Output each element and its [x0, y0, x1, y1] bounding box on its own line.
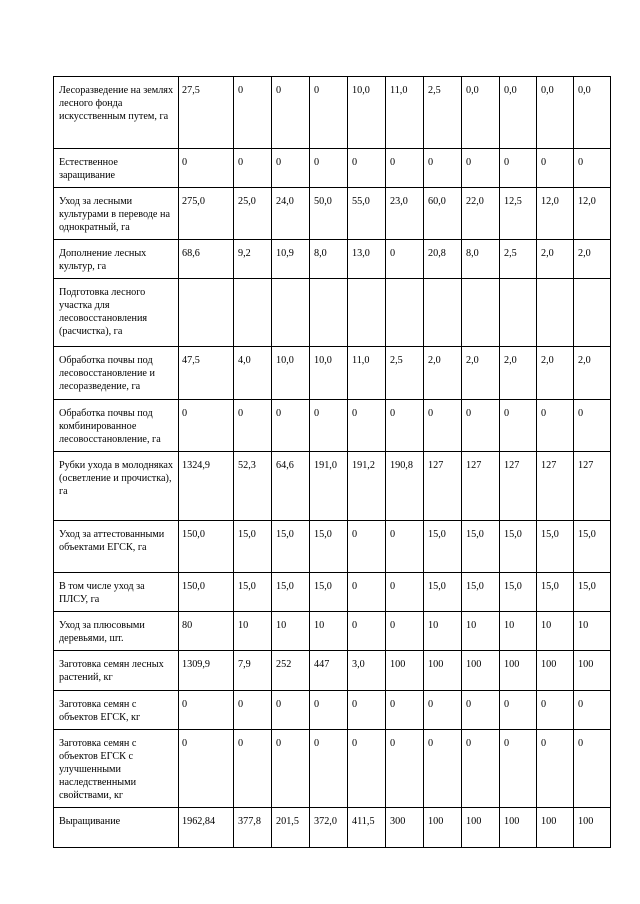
value-cell: [462, 279, 500, 347]
value-cell: [424, 279, 462, 347]
value-cell: 0: [424, 691, 462, 730]
value-cell: 0: [310, 691, 348, 730]
value-cell: 0: [310, 77, 348, 149]
table-row: [54, 188, 611, 240]
table-row: [54, 240, 611, 279]
table-body: [54, 77, 611, 848]
value-cell: 0: [348, 400, 386, 452]
value-cell: 0: [348, 612, 386, 651]
value-cell: 0: [272, 730, 310, 808]
value-cell: 20,8: [424, 240, 462, 279]
value-cell: 0: [272, 149, 310, 188]
value-cell: 15,0: [537, 521, 574, 573]
total-cell: 47,5: [179, 347, 234, 400]
total-cell: [179, 279, 234, 347]
value-cell: 0: [310, 730, 348, 808]
row-label: Рубки ухода в молодняках (осветление и прочистка), га: [54, 452, 179, 521]
value-cell: 100: [500, 808, 537, 848]
table-row: [54, 573, 611, 612]
row-label: Подготовка лесного участка для лесовосстановления (расчистка), га: [54, 279, 179, 347]
table-row: [54, 521, 611, 573]
value-cell: 2,5: [500, 240, 537, 279]
value-cell: 0: [462, 730, 500, 808]
value-cell: 127: [424, 452, 462, 521]
value-cell: 252: [272, 651, 310, 691]
value-cell: 127: [500, 452, 537, 521]
table-row: [54, 347, 611, 400]
total-cell: 0: [179, 691, 234, 730]
row-label: В том числе уход за ПЛСУ, га: [54, 573, 179, 612]
value-cell: 0: [537, 691, 574, 730]
value-cell: [537, 279, 574, 347]
value-cell: 0: [348, 691, 386, 730]
value-cell: 10: [424, 612, 462, 651]
row-label: Естественное заращивание: [54, 149, 179, 188]
total-cell: 150,0: [179, 573, 234, 612]
value-cell: 15,0: [424, 521, 462, 573]
value-cell: 0: [234, 149, 272, 188]
value-cell: 2,0: [462, 347, 500, 400]
row-label: Уход за плюсовыми деревьями, шт.: [54, 612, 179, 651]
value-cell: 100: [537, 651, 574, 691]
value-cell: 0: [574, 691, 611, 730]
value-cell: 0: [234, 691, 272, 730]
value-cell: 0: [424, 730, 462, 808]
value-cell: 447: [310, 651, 348, 691]
table-row: [54, 612, 611, 651]
value-cell: [348, 279, 386, 347]
value-cell: 0: [574, 149, 611, 188]
data-table: [53, 76, 611, 848]
value-cell: 2,0: [424, 347, 462, 400]
value-cell: 2,0: [574, 240, 611, 279]
value-cell: 0: [386, 149, 424, 188]
value-cell: [574, 279, 611, 347]
value-cell: 12,0: [537, 188, 574, 240]
value-cell: 0: [272, 400, 310, 452]
value-cell: 0,0: [574, 77, 611, 149]
value-cell: 11,0: [386, 77, 424, 149]
value-cell: 10: [310, 612, 348, 651]
value-cell: 100: [537, 808, 574, 848]
value-cell: 52,3: [234, 452, 272, 521]
value-cell: 10,9: [272, 240, 310, 279]
value-cell: 201,5: [272, 808, 310, 848]
value-cell: 100: [424, 651, 462, 691]
value-cell: 0: [537, 730, 574, 808]
total-cell: 150,0: [179, 521, 234, 573]
value-cell: 0: [234, 730, 272, 808]
total-cell: 80: [179, 612, 234, 651]
value-cell: 0: [574, 400, 611, 452]
value-cell: 25,0: [234, 188, 272, 240]
value-cell: 0: [310, 149, 348, 188]
table-row: [54, 730, 611, 808]
value-cell: 0: [386, 612, 424, 651]
row-label: Обработка почвы под лесовосстановление и лесоразведение, га: [54, 347, 179, 400]
table-row: [54, 77, 611, 149]
table-row: [54, 452, 611, 521]
total-cell: 1962,84: [179, 808, 234, 848]
value-cell: 0,0: [500, 77, 537, 149]
value-cell: 8,0: [310, 240, 348, 279]
value-cell: 127: [462, 452, 500, 521]
value-cell: 10: [537, 612, 574, 651]
value-cell: 10,0: [348, 77, 386, 149]
value-cell: 190,8: [386, 452, 424, 521]
value-cell: 0: [348, 149, 386, 188]
value-cell: 7,9: [234, 651, 272, 691]
value-cell: 0: [500, 400, 537, 452]
value-cell: 2,0: [500, 347, 537, 400]
value-cell: [310, 279, 348, 347]
value-cell: 191,0: [310, 452, 348, 521]
value-cell: 10: [272, 612, 310, 651]
value-cell: 100: [574, 808, 611, 848]
value-cell: 0: [310, 400, 348, 452]
table-row: [54, 400, 611, 452]
value-cell: 0: [462, 400, 500, 452]
value-cell: 0: [348, 730, 386, 808]
value-cell: 300: [386, 808, 424, 848]
value-cell: 0: [386, 400, 424, 452]
value-cell: 15,0: [537, 573, 574, 612]
value-cell: 60,0: [424, 188, 462, 240]
value-cell: 15,0: [462, 521, 500, 573]
value-cell: 2,0: [537, 347, 574, 400]
value-cell: 0: [386, 573, 424, 612]
value-cell: 0,0: [462, 77, 500, 149]
value-cell: 64,6: [272, 452, 310, 521]
total-cell: 275,0: [179, 188, 234, 240]
row-label: Уход за аттестованными объектами ЕГСК, га: [54, 521, 179, 573]
value-cell: 10: [500, 612, 537, 651]
value-cell: 127: [574, 452, 611, 521]
value-cell: 23,0: [386, 188, 424, 240]
row-label: Заготовка семян лесных растений, кг: [54, 651, 179, 691]
value-cell: 372,0: [310, 808, 348, 848]
value-cell: 10: [234, 612, 272, 651]
value-cell: 15,0: [272, 521, 310, 573]
value-cell: 0: [462, 691, 500, 730]
value-cell: 2,0: [537, 240, 574, 279]
total-cell: 0: [179, 400, 234, 452]
table-row: [54, 279, 611, 347]
value-cell: 0: [272, 77, 310, 149]
value-cell: 411,5: [348, 808, 386, 848]
value-cell: 15,0: [310, 521, 348, 573]
value-cell: 0: [500, 691, 537, 730]
value-cell: 191,2: [348, 452, 386, 521]
value-cell: 0: [386, 521, 424, 573]
total-cell: 1324,9: [179, 452, 234, 521]
total-cell: 0: [179, 730, 234, 808]
value-cell: 100: [574, 651, 611, 691]
value-cell: 0: [234, 77, 272, 149]
value-cell: 0: [386, 730, 424, 808]
value-cell: 15,0: [424, 573, 462, 612]
value-cell: 9,2: [234, 240, 272, 279]
value-cell: 11,0: [348, 347, 386, 400]
value-cell: 3,0: [348, 651, 386, 691]
value-cell: 0: [500, 730, 537, 808]
value-cell: 2,5: [424, 77, 462, 149]
value-cell: 100: [500, 651, 537, 691]
value-cell: [500, 279, 537, 347]
value-cell: 100: [424, 808, 462, 848]
value-cell: 15,0: [574, 521, 611, 573]
value-cell: 24,0: [272, 188, 310, 240]
value-cell: 0: [234, 400, 272, 452]
row-label: Уход за лесными культурами в переводе на однократный, га: [54, 188, 179, 240]
value-cell: 0: [386, 240, 424, 279]
total-cell: 27,5: [179, 77, 234, 149]
value-cell: 100: [386, 651, 424, 691]
row-label: Выращивание: [54, 808, 179, 848]
table-row: [54, 691, 611, 730]
value-cell: 10,0: [310, 347, 348, 400]
value-cell: 0: [424, 149, 462, 188]
total-cell: 0: [179, 149, 234, 188]
value-cell: 0,0: [537, 77, 574, 149]
value-cell: [234, 279, 272, 347]
total-cell: 68,6: [179, 240, 234, 279]
value-cell: 127: [537, 452, 574, 521]
value-cell: 15,0: [574, 573, 611, 612]
value-cell: 0: [272, 691, 310, 730]
value-cell: 10,0: [272, 347, 310, 400]
value-cell: 0: [462, 149, 500, 188]
table-row: [54, 651, 611, 691]
table-row: [54, 149, 611, 188]
row-label: Обработка почвы под комбинированное лесовосстановление, га: [54, 400, 179, 452]
value-cell: 0: [424, 400, 462, 452]
value-cell: 0: [537, 149, 574, 188]
value-cell: 10: [574, 612, 611, 651]
value-cell: 100: [462, 651, 500, 691]
value-cell: 15,0: [310, 573, 348, 612]
value-cell: 0: [386, 691, 424, 730]
value-cell: 0: [348, 573, 386, 612]
value-cell: 0: [500, 149, 537, 188]
value-cell: 0: [574, 730, 611, 808]
value-cell: 100: [462, 808, 500, 848]
value-cell: 12,5: [500, 188, 537, 240]
value-cell: 50,0: [310, 188, 348, 240]
value-cell: [386, 279, 424, 347]
value-cell: 2,5: [386, 347, 424, 400]
row-label: Лесоразведение на землях лесного фонда искусственным путем, га: [54, 77, 179, 149]
row-label: Заготовка семян с объектов ЕГСК, кг: [54, 691, 179, 730]
value-cell: 15,0: [234, 521, 272, 573]
row-label: Заготовка семян с объектов ЕГСК с улучшенными наследственными свойствами, кг: [54, 730, 179, 808]
value-cell: 377,8: [234, 808, 272, 848]
value-cell: [272, 279, 310, 347]
value-cell: 0: [348, 521, 386, 573]
value-cell: 8,0: [462, 240, 500, 279]
value-cell: 15,0: [462, 573, 500, 612]
value-cell: 15,0: [500, 573, 537, 612]
value-cell: 10: [462, 612, 500, 651]
value-cell: 15,0: [272, 573, 310, 612]
value-cell: 15,0: [500, 521, 537, 573]
total-cell: 1309,9: [179, 651, 234, 691]
value-cell: 0: [537, 400, 574, 452]
value-cell: 13,0: [348, 240, 386, 279]
value-cell: 55,0: [348, 188, 386, 240]
value-cell: 4,0: [234, 347, 272, 400]
row-label: Дополнение лесных культур, га: [54, 240, 179, 279]
table-row: [54, 808, 611, 848]
value-cell: 15,0: [234, 573, 272, 612]
value-cell: 22,0: [462, 188, 500, 240]
value-cell: 12,0: [574, 188, 611, 240]
value-cell: 2,0: [574, 347, 611, 400]
